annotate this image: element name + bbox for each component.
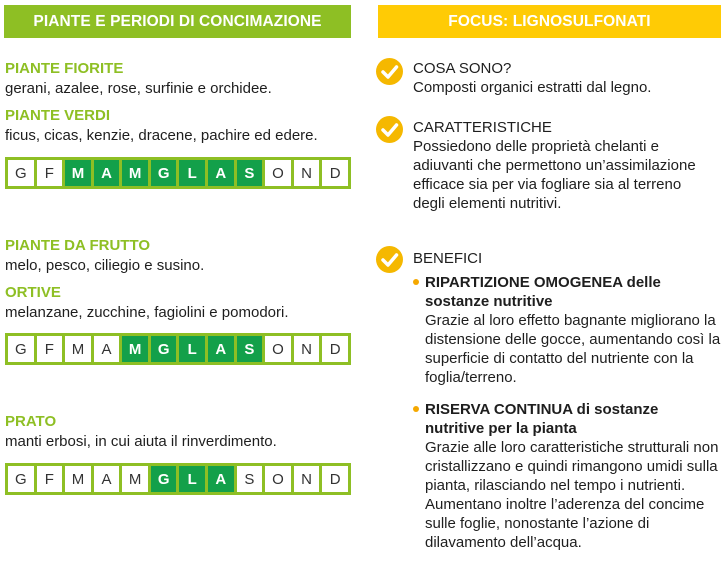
focus-caratteristiche-text: Possiedono delle proprietà chelanti e adiuvanti che permettono un’assimilazione efficace sia per via fogliare sia al terreno degli elementi nutritivi. (413, 138, 696, 212)
months-calendar-1 (5, 157, 351, 189)
month-cell: O (265, 160, 291, 186)
month-cell: A (94, 466, 120, 492)
month-cell: M (122, 160, 148, 186)
category-desc-ortive: melanzane, zucchine, fagiolini e pomodori. (5, 304, 289, 321)
month-cell: D (322, 466, 348, 492)
month-cell: L (179, 160, 205, 186)
month-cell: G (151, 466, 177, 492)
beneficio-2-body: Grazie alle loro caratteristiche strutturali non cristallizzano e quindi rimangono umidi sulla pianta, rilasciando nel tempo i nutrienti. Aumentano inoltre l’aderenza del concime sulle foglie, nonostante l’azione di dilavamento dell’acqua. (425, 439, 719, 551)
month-cell: M (122, 336, 148, 362)
month-cell: A (208, 466, 234, 492)
category-title-ortive: ORTIVE (5, 284, 61, 301)
month-cell: S (237, 336, 263, 362)
focus-caratteristiche-title: CARATTERISTICHE (413, 119, 552, 136)
beneficio-1-body: Grazie al loro effetto bagnante migliorano la distensione delle gocce, aumentando così la superficie di contatto del nutriente con la foglia/terreno. (425, 312, 721, 386)
month-cell: F (37, 160, 63, 186)
month-cell: F (37, 336, 63, 362)
category-desc-piante-da-frutto: melo, pesco, ciliegio e susino. (5, 257, 205, 274)
month-cell: S (237, 466, 263, 492)
month-cell: A (94, 160, 120, 186)
month-cell: F (37, 466, 63, 492)
category-desc-piante-fiorite: gerani, azalee, rose, surfinie e orchidee. (5, 80, 272, 97)
focus-cosa-sono-text: Composti organici estratti dal legno. (413, 79, 652, 96)
category-title-piante-fiorite: PIANTE FIORITE (5, 60, 124, 77)
month-cell: N (294, 336, 320, 362)
month-cell: O (265, 336, 291, 362)
month-cell: M (65, 466, 91, 492)
bullet-dot (413, 406, 419, 412)
month-cell: G (151, 336, 177, 362)
month-cell: D (322, 160, 348, 186)
month-cell: M (65, 336, 91, 362)
focus-benefici-title: BENEFICI (413, 250, 483, 267)
months-calendar-3 (5, 463, 351, 495)
check-circle-icon (376, 116, 403, 143)
left-header: PIANTE E PERIODI DI CONCIMAZIONE (4, 5, 351, 38)
month-cell: D (322, 336, 348, 362)
right-header: FOCUS: LIGNOSULFONATI (378, 5, 721, 38)
months-calendar-2 (5, 333, 351, 365)
category-desc-piante-verdi: ficus, cicas, kenzie, dracene, pachire ed edere. (5, 127, 318, 144)
month-cell: L (179, 336, 205, 362)
month-cell: G (8, 160, 34, 186)
beneficio-1-head: RIPARTIZIONE OMOGENEA delle sostanze nutritive (425, 274, 661, 310)
month-cell: G (8, 336, 34, 362)
month-cell: N (294, 466, 320, 492)
month-cell: S (237, 160, 263, 186)
category-title-piante-da-frutto: PIANTE DA FRUTTO (5, 237, 150, 254)
focus-cosa-sono-title: COSA SONO? (413, 60, 512, 77)
month-cell: G (151, 160, 177, 186)
month-cell: N (294, 160, 320, 186)
month-cell: A (208, 336, 234, 362)
month-cell: M (65, 160, 91, 186)
month-cell: A (208, 160, 234, 186)
check-circle-icon (376, 246, 403, 273)
month-cell: M (122, 466, 148, 492)
check-circle-icon (376, 58, 403, 85)
bullet-dot (413, 279, 419, 285)
beneficio-2-head: RISERVA CONTINUA di sostanze nutritive per la pianta (425, 401, 659, 437)
month-cell: G (8, 466, 34, 492)
category-title-piante-verdi: PIANTE VERDI (5, 107, 111, 124)
month-cell: O (265, 466, 291, 492)
category-desc-prato: manti erbosi, in cui aiuta il rinverdimento. (5, 433, 277, 450)
month-cell: L (179, 466, 205, 492)
category-title-prato: PRATO (5, 413, 57, 430)
month-cell: A (94, 336, 120, 362)
